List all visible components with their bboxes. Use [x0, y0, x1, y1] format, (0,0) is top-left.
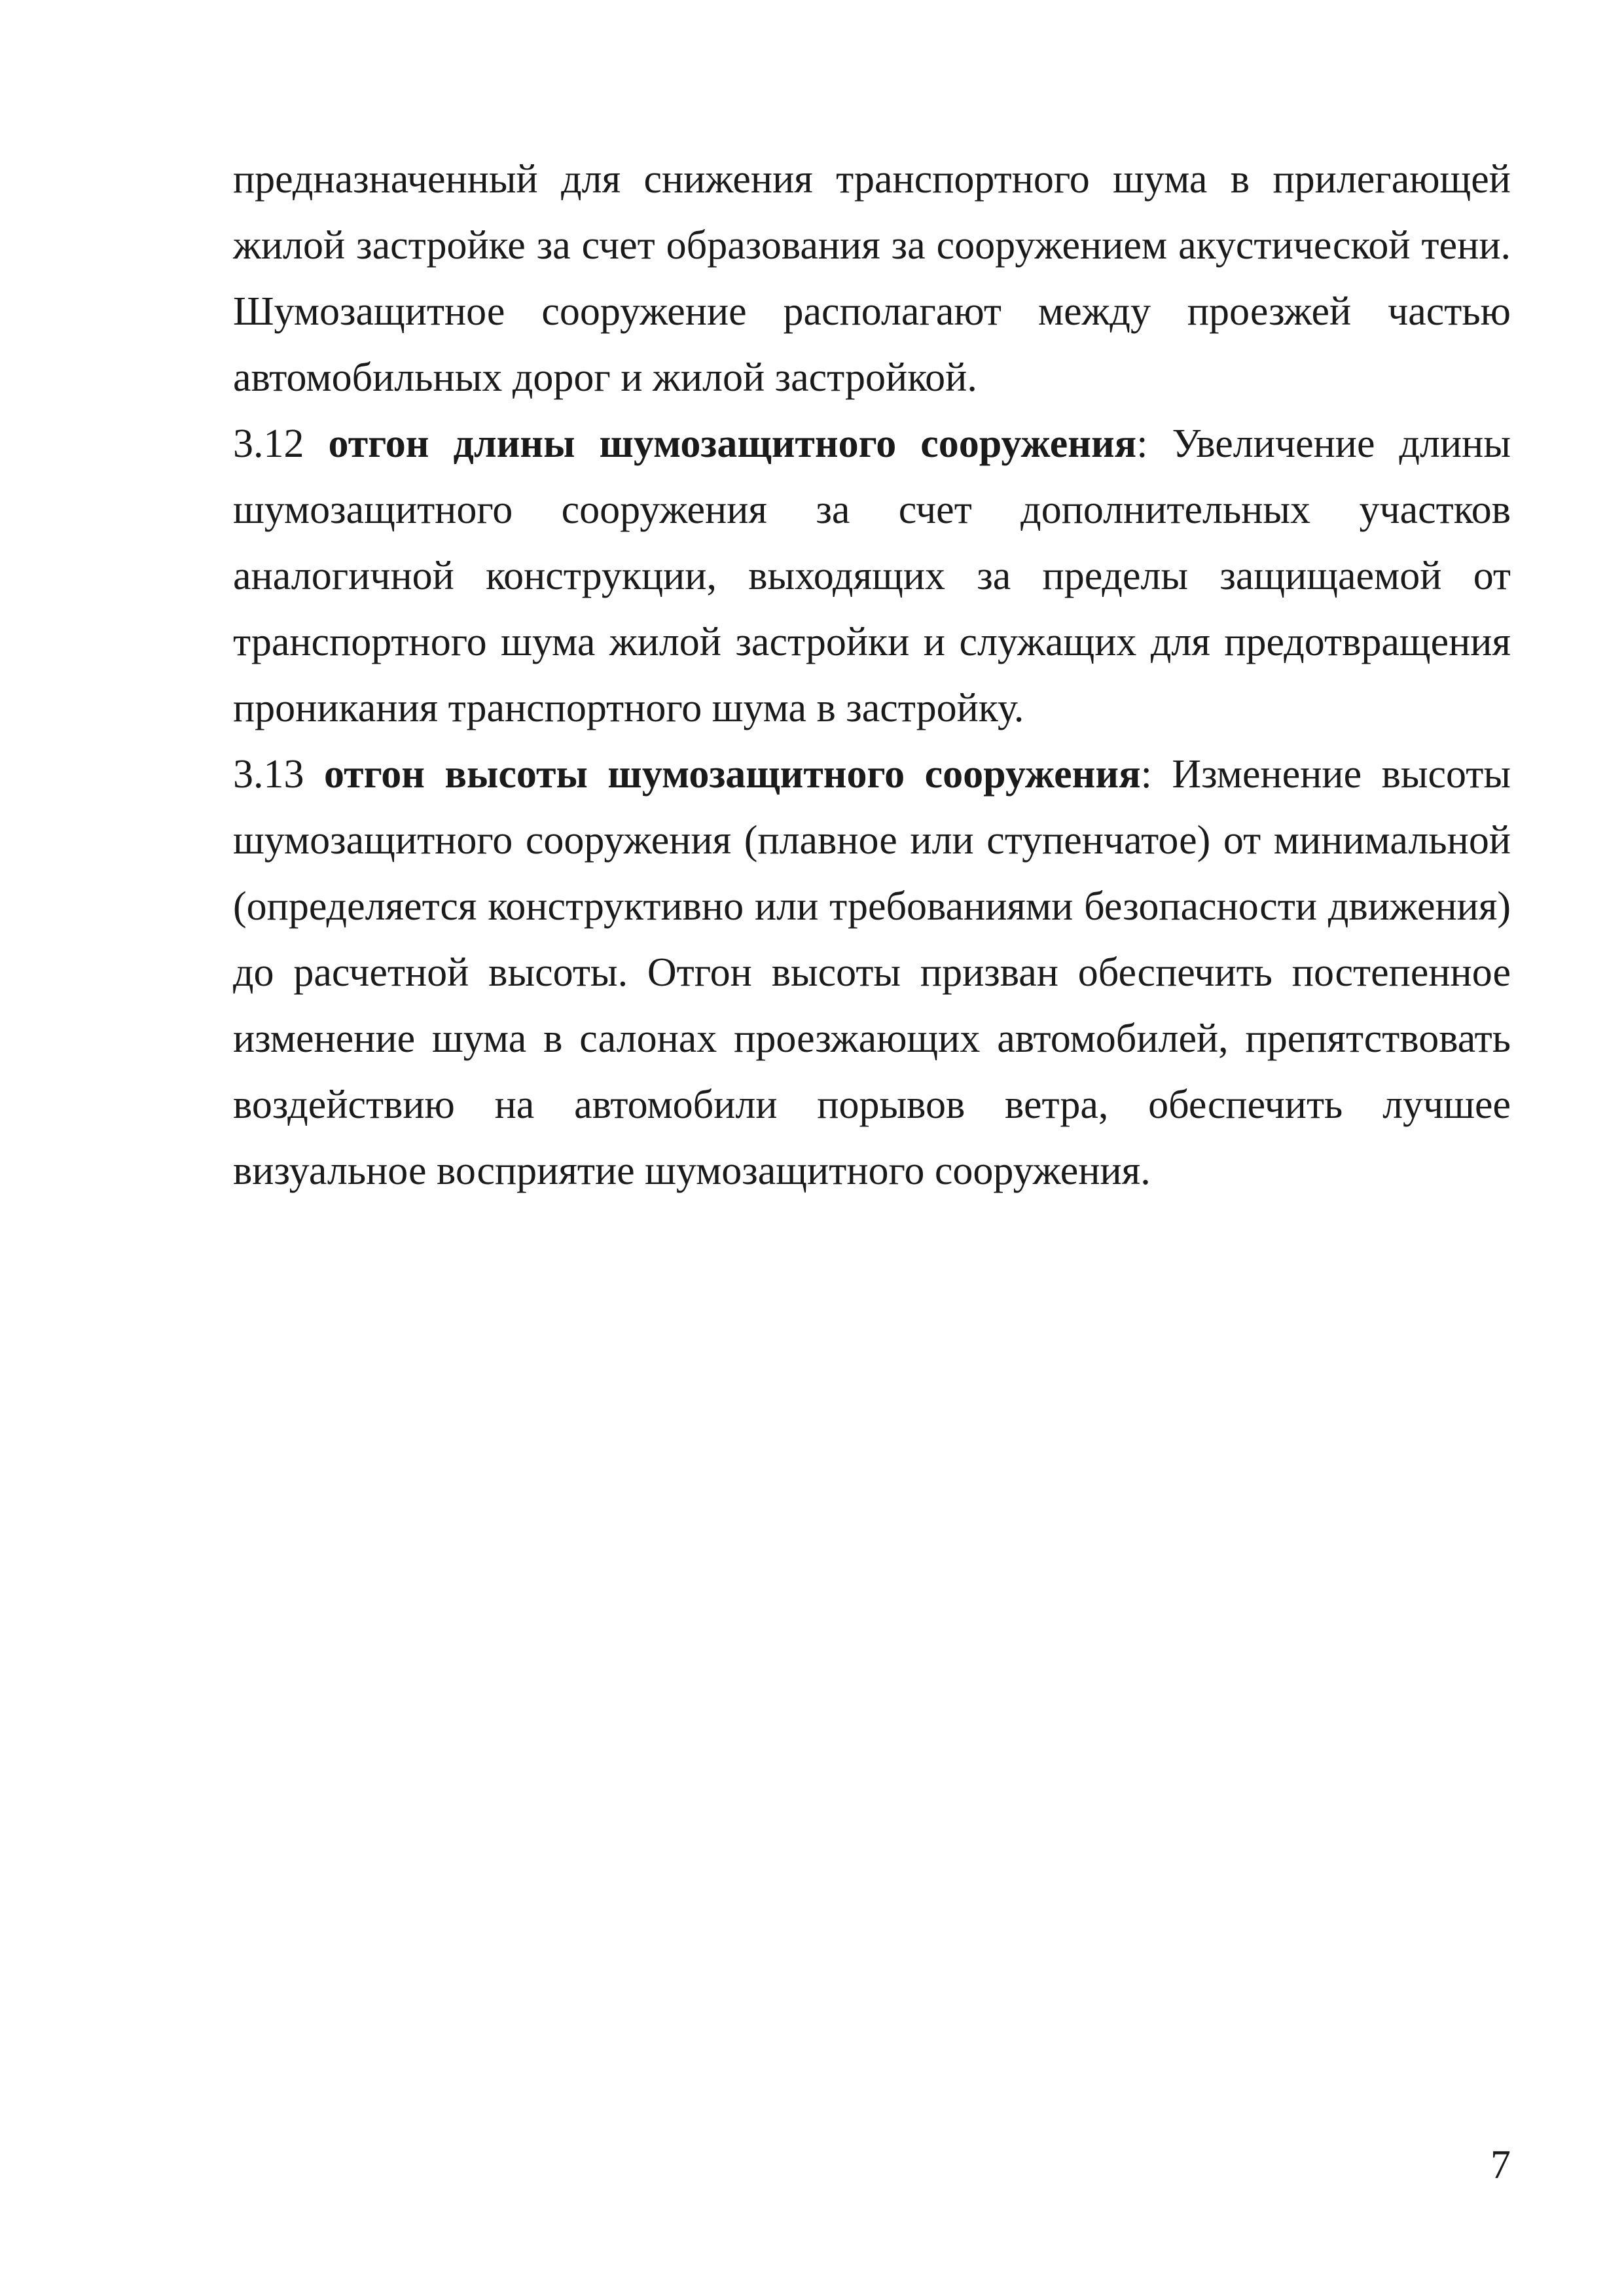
page-number: 7 — [1490, 2143, 1511, 2187]
continuation-paragraph — [233, 147, 1511, 411]
definition-separator: : — [1140, 752, 1152, 797]
definition-3-13 — [233, 742, 1511, 1204]
body-text — [233, 147, 1511, 1204]
definition-separator: : — [1136, 422, 1148, 466]
definition-3-12 — [233, 411, 1511, 742]
definition-term: отгон длины шумозащитного сооружения — [328, 422, 1137, 466]
continuation-text: предназначенный для снижения транспортного шума в прилегающей жилой застройке за счет образования за сооружением акустической тени. Шумозащитное сооружение располагают между проезжей частью автомобильных дорог и жилой застройкой. — [233, 157, 1511, 400]
definition-term: отгон высоты шумозащитного сооружения — [324, 752, 1141, 797]
definition-text: Увеличение длины шумозащитного сооружения за счет дополнительных участков аналогичной конструкции, выходящих за пределы защищаемой от транспортного шума жилой застройки и служащих для предотвращения проникания транспортного шума в застройку. — [233, 422, 1511, 730]
definition-number: 3.13 — [233, 752, 304, 797]
definition-number: 3.12 — [233, 422, 304, 466]
definition-text: Изменение высоты шумозащитного сооружения (плавное или ступенчатое) от минимальной (определяется конструктивно или требованиями безопасности движения) до расчетной высоты. Отгон высоты призван обеспечить постепенное изменение шума в салонах проезжающих автомобилей, препятствовать воздействию на автомобили порывов ветра, обеспечить лучшее визуальное восприятие шумозащитного сооружения. — [233, 752, 1511, 1193]
